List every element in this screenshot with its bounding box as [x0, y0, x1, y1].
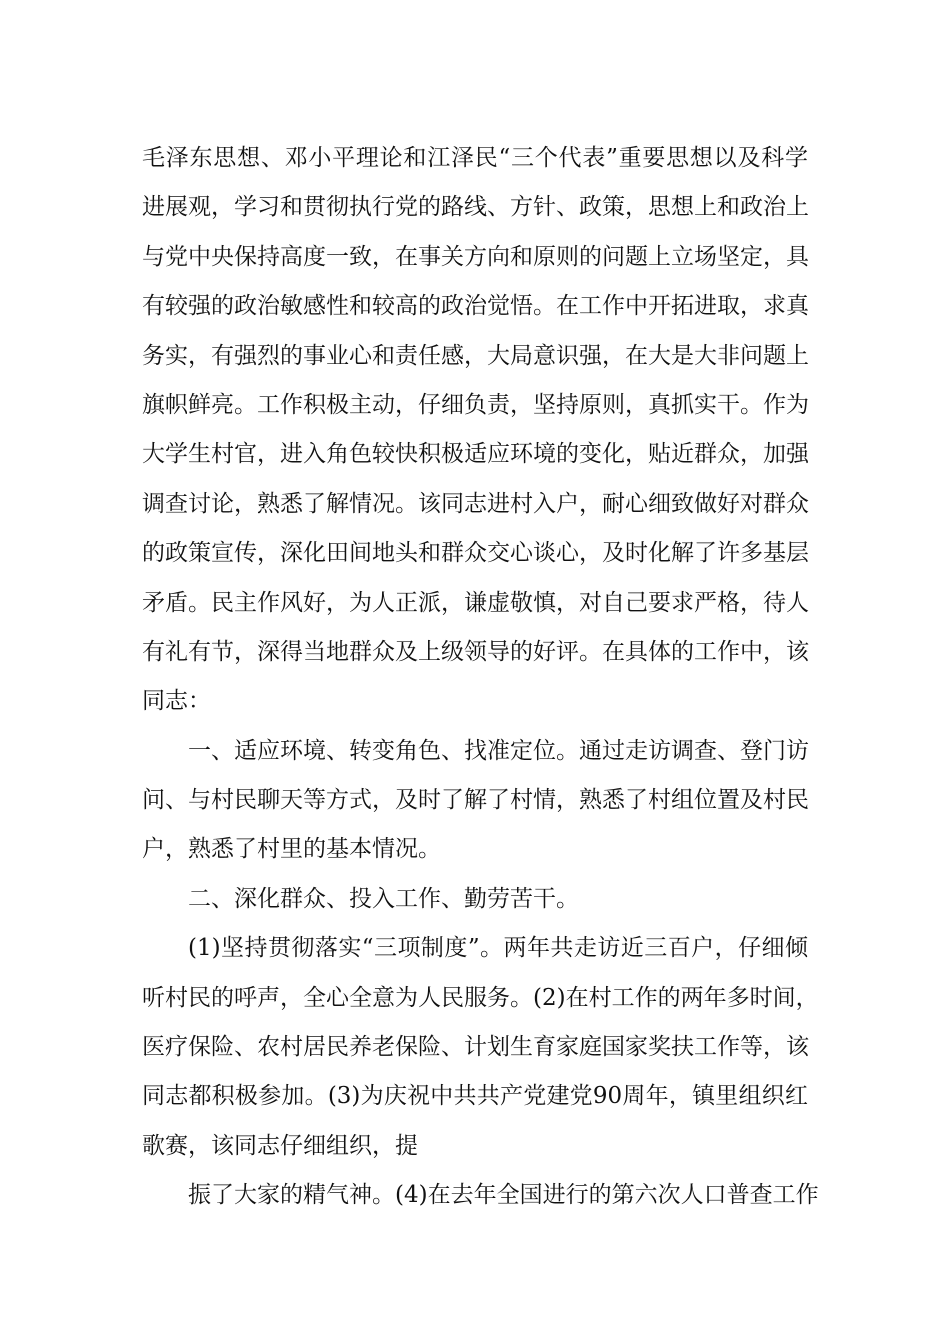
- paragraph-4: [142, 924, 819, 1171]
- text-line: 旗帜鲜亮。工作积极主动，仔细负责，坚持原则，真抓实干。作为: [142, 391, 809, 418]
- text-line: 务实，有强烈的事业心和责任感，大局意识强，在大是大非问题上: [142, 342, 809, 369]
- text-line: 调查讨论，熟悉了解情况。该同志进村入户，耐心细致做好对群众: [142, 490, 809, 517]
- text-line: 歌赛，该同志仔细组织，提: [142, 1132, 418, 1159]
- text-line: 户，熟悉了村里的基本情况。: [142, 836, 441, 863]
- text-line: (1)坚持贯彻落实“三项制度”。两年共走访近三百户，仔细倾: [188, 935, 808, 962]
- text-line: 有较强的政治敏感性和较高的政治觉悟。在工作中开拓进取，求真: [142, 293, 809, 320]
- text-line: 毛泽东思想、邓小平理论和江泽民“三个代表”重要思想以及科学: [142, 145, 808, 171]
- paragraph-3: [142, 875, 808, 924]
- paragraph-5: [142, 1171, 819, 1220]
- text-line: 同志：: [142, 688, 211, 715]
- text-line: 一、适应环境、转变角色、找准定位。通过走访调查、登门访: [188, 737, 809, 764]
- text-line: 与党中央保持高度一致，在事关方向和原则的问题上立场坚定，具: [142, 243, 809, 270]
- text-line: 矛盾。民主作风好，为人正派，谦虚敬慎，对自己要求严格，待人: [142, 589, 809, 616]
- text-line: 振了大家的精气神。(4)在去年全国进行的第六次人口普查工作: [188, 1182, 819, 1209]
- document-page: [142, 134, 819, 1221]
- text-line: 同志都积极参加。(3)为庆祝中共共产党建党90周年，镇里组织红: [142, 1083, 808, 1110]
- text-line: 医疗保险、农村居民养老保险、计划生育家庭国家奖扶工作等，该: [142, 1034, 809, 1061]
- paragraph-2: [142, 727, 808, 875]
- text-line: 二、深化群众、投入工作、勤劳苦干。: [188, 885, 579, 912]
- text-line: 听村民的呼声，全心全意为人民服务。(2)在村工作的两年多时间，: [142, 984, 819, 1011]
- text-line: 问、与村民聊天等方式，及时了解了村情，熟悉了村组位置及村民: [142, 787, 809, 814]
- text-line: 进展观，学习和贯彻执行党的路线、方针、政策，思想上和政治上: [142, 194, 809, 221]
- text-line: 的政策宣传，深化田间地头和群众交心谈心，及时化解了许多基层: [142, 540, 809, 567]
- text-line: 有礼有节，深得当地群众及上级领导的好评。在具体的工作中，该: [142, 638, 809, 665]
- paragraph-1: [142, 134, 808, 727]
- text-line: 大学生村官，进入角色较快积极适应环境的变化，贴近群众，加强: [142, 441, 809, 468]
